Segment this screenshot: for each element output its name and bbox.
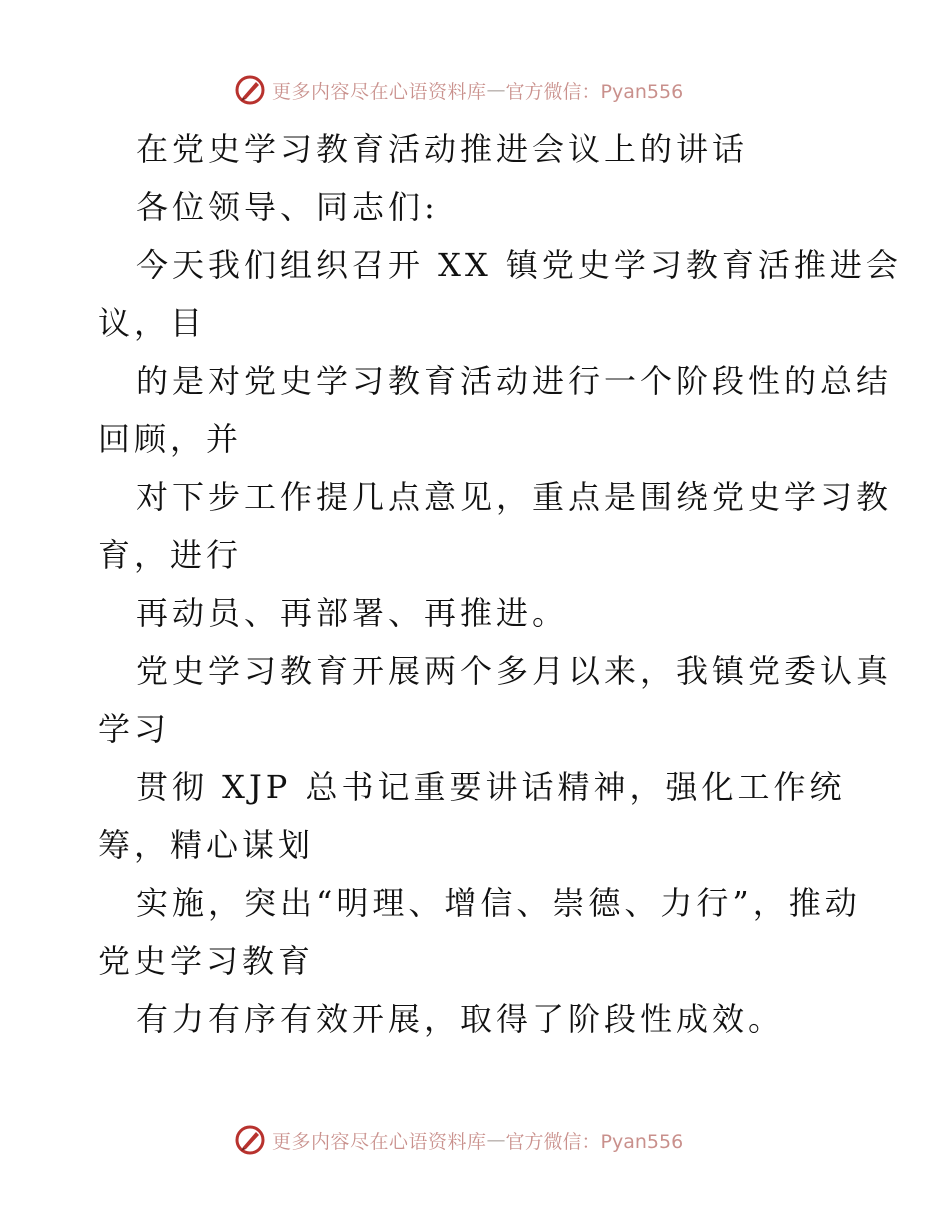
document-title: 在党史学习教育活动推进会议上的讲话: [136, 130, 749, 168]
banner-dash: —: [486, 1129, 506, 1151]
paragraph-line: 筹，精心谋划: [98, 826, 315, 864]
paragraph-line: 实施，突出“明理、增信、崇德、力行”，推动: [136, 884, 861, 922]
paragraph-line: 今天我们组织召开 XX 镇党史学习教育活推进会: [136, 246, 902, 284]
document-body: [98, 120, 902, 1048]
paragraph-line: 育，进行: [98, 536, 243, 574]
banner-main-text: 更多内容尽在心语资料库: [272, 1130, 487, 1153]
paragraph-line: 对下步工作提几点意见，重点是围绕党史学习教: [136, 478, 893, 516]
paragraph-line: 党史学习教育: [98, 942, 315, 980]
paragraph-line: 贯彻 XJP 总书记重要讲话精神，强化工作统: [136, 768, 846, 806]
pen-logo-icon: [234, 1124, 266, 1156]
pen-logo-icon: [234, 74, 266, 106]
paragraph-line: 有力有序有效开展，取得了阶段性成效。: [136, 1000, 785, 1038]
banner-dash: —: [486, 79, 506, 101]
paragraph-line: 回顾，并: [98, 420, 243, 458]
salutation: 各位领导、同志们:: [136, 188, 439, 226]
paragraph-line: 议，目: [98, 304, 207, 342]
banner-wechat-text: 官方微信：Pyan556: [505, 80, 684, 103]
paragraph-line: 的是对党史学习教育活动进行一个阶段性的总结: [136, 362, 893, 400]
paragraph-line: 学习: [98, 710, 171, 748]
footer-banner: [234, 1122, 683, 1158]
paragraph-line: 再动员、再部署、再推进。: [136, 594, 569, 632]
paragraph-line: 党史学习教育开展两个多月以来，我镇党委认真: [136, 652, 893, 690]
banner-wechat-text: 官方微信：Pyan556: [505, 1130, 684, 1153]
header-banner: [234, 72, 683, 108]
banner-main-text: 更多内容尽在心语资料库: [272, 80, 487, 103]
